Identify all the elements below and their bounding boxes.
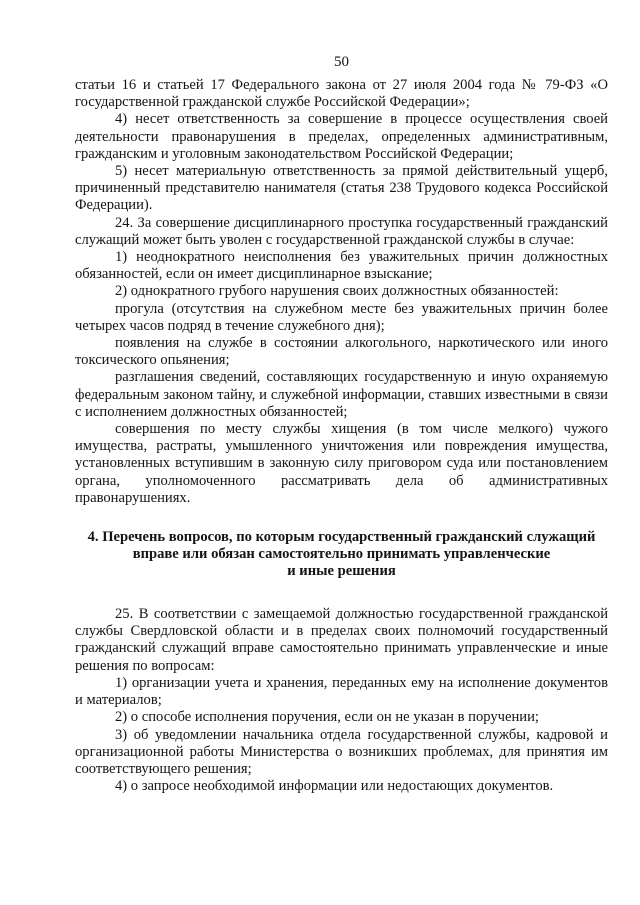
section-heading [75, 529, 608, 580]
paragraph-clause-25-item-2: 2) о способе исполнения поручения, если он не указан в поручении; [115, 709, 539, 726]
paragraph-clause-25-item-3: 3) об уведомлении начальника отдела государственной службы, кадровой и организационной работы Министерства о возникших проблемах, для принятия им соответствующего решения; [75, 726, 608, 777]
paragraph-item-4: 4) несет ответственность за совершение в процессе осуществления своей деятельности правонарушения в пределах, определенных административным, гражданским и уголовным законодательством Российской Федерации; [75, 111, 608, 162]
paragraph-clause-24-item-2: 2) однократного грубого нарушения своих должностных обязанностей: [115, 283, 559, 300]
paragraph-absence: прогула (отсутствия на служебном месте без уважительных причин более четырех часов подряд в течение служебного дня); [75, 300, 608, 334]
section-heading-line-1: 4. Перечень вопросов, по которым государственный гражданский служащий [87, 529, 596, 546]
paragraph-clause-25-item-1: 1) организации учета и хранения, переданных ему на исполнение документов и материалов; [75, 674, 608, 709]
paragraph-clause-25-item-4: 4) о запросе необходимой информации или недостающих документов. [115, 778, 554, 795]
paragraph-clause-25: 25. В соответствии с замещаемой должностью государственной гражданской службы Свердловской области и в пределах своих полномочий государственный гражданский служащий вправе самостоятельно принимать управленческие и иные решения по вопросам: [75, 606, 608, 674]
paragraph-continuation: статьи 16 и статьей 17 Федерального закона от 27 июля 2004 года № 79-ФЗ «О государственной гражданской службе Российской Федерации»; [75, 77, 608, 111]
paragraph-intoxication: появления на службе в состоянии алкогольного, наркотического или иного токсического опьянения; [75, 335, 608, 369]
paragraph-item-5: 5) несет материальную ответственность за прямой действительный ущерб, причиненный представителю нанимателя (статья 238 Трудового кодекса Российской Федерации). [75, 163, 608, 214]
paragraph-theft: совершения по месту службы хищения (в том числе мелкого) чужого имущества, растраты, умышленного уничтожения или повреждения имущества, установленных вступившим в законную силу приговором суда или постановлением органа, уполномоченного рассматривать дела об административных правонарушениях. [75, 421, 608, 506]
paragraph-disclosure: разглашения сведений, составляющих государственную и иную охраняемую федеральным законом тайну, и служебной информации, ставших известными в связи с исполнением должностных обязанностей; [75, 369, 608, 420]
paragraph-clause-24-item-1: 1) неоднократного неисполнения без уважительных причин должностных обязанностей, если он имеет дисциплинарное взыскание; [75, 249, 608, 283]
section-heading-line-2: вправе или обязан самостоятельно принимать управленческие [132, 546, 551, 563]
document-page [75, 54, 608, 795]
section-heading-line-3: и иные решения [287, 563, 396, 580]
paragraph-clause-24: 24. За совершение дисциплинарного проступка государственный гражданский служащий может быть уволен с государственной гражданской службы в случае: [75, 214, 608, 248]
page-number: 50 [334, 54, 349, 70]
